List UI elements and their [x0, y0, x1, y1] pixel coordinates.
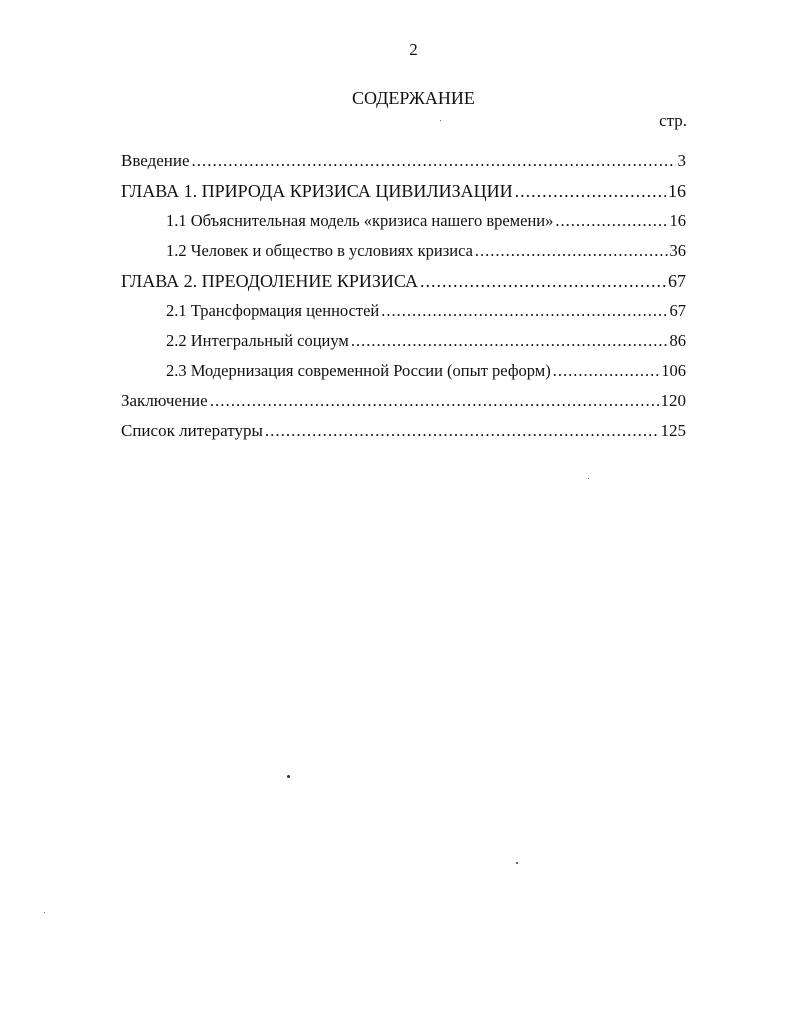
scan-speck — [588, 478, 589, 479]
dot-leader — [210, 386, 659, 416]
toc-entry-page: 125 — [660, 421, 686, 440]
toc-entry-page: 120 — [660, 391, 686, 410]
toc-entry-title: ГЛАВА 1. ПРИРОДА КРИЗИСА ЦИВИЛИЗАЦИИ — [121, 181, 513, 201]
toc-entry-page: 106 — [661, 361, 686, 380]
scan-speck — [516, 862, 518, 864]
toc-entry-page: 3 — [677, 151, 686, 170]
page-number: 2 — [409, 40, 418, 59]
toc-entry-title: Заключение — [121, 391, 208, 410]
scan-speck — [287, 775, 290, 778]
dot-leader — [351, 326, 668, 356]
toc-entry-section-2-2 — [121, 326, 686, 356]
toc-entry-title: 2.3 Модернизация современной России (опыт реформ) — [166, 361, 551, 380]
toc-entry-section-2-1 — [121, 296, 686, 326]
toc-entry-title: 1.1 Объяснительная модель «кризиса нашего времени» — [166, 211, 554, 230]
page-title: СОДЕРЖАНИЕ — [352, 88, 475, 108]
toc-entry-page: 67 — [668, 271, 686, 291]
toc-entry-title: Список литературы — [121, 421, 263, 440]
toc-entry-page: 67 — [669, 301, 686, 320]
toc-entry-title: 2.2 Интегральный социум — [166, 331, 349, 350]
scan-speck — [44, 912, 45, 913]
dot-leader — [515, 176, 666, 206]
dot-leader — [192, 146, 676, 176]
toc-entry-chapter-1 — [121, 176, 686, 206]
page-column-label: стр. — [659, 111, 687, 130]
toc-entry-conclusion — [121, 386, 686, 416]
table-of-contents — [121, 146, 686, 446]
toc-entry-page: 16 — [668, 181, 686, 201]
dot-leader — [265, 416, 659, 446]
toc-entry-introduction — [121, 146, 686, 176]
toc-entry-section-1-2 — [121, 236, 686, 266]
toc-entry-title: Введение — [121, 151, 190, 170]
dot-leader — [475, 236, 668, 266]
toc-entry-page: 86 — [669, 331, 686, 350]
dot-leader — [420, 266, 666, 296]
toc-entry-title: ГЛАВА 2. ПРЕОДОЛЕНИЕ КРИЗИСА — [121, 271, 418, 291]
dot-leader — [555, 206, 667, 236]
toc-entry-bibliography — [121, 416, 686, 446]
dot-leader — [553, 356, 660, 386]
dot-leader — [381, 296, 667, 326]
toc-entry-page: 36 — [669, 241, 686, 260]
toc-entry-section-1-1 — [121, 206, 686, 236]
toc-entry-title: 1.2 Человек и общество в условиях кризиса — [166, 241, 473, 260]
scan-speck — [440, 120, 441, 121]
toc-entry-title: 2.1 Трансформация ценностей — [166, 301, 380, 320]
toc-entry-section-2-3 — [121, 356, 686, 386]
toc-entry-chapter-2 — [121, 266, 686, 296]
toc-entry-page: 16 — [669, 211, 686, 230]
